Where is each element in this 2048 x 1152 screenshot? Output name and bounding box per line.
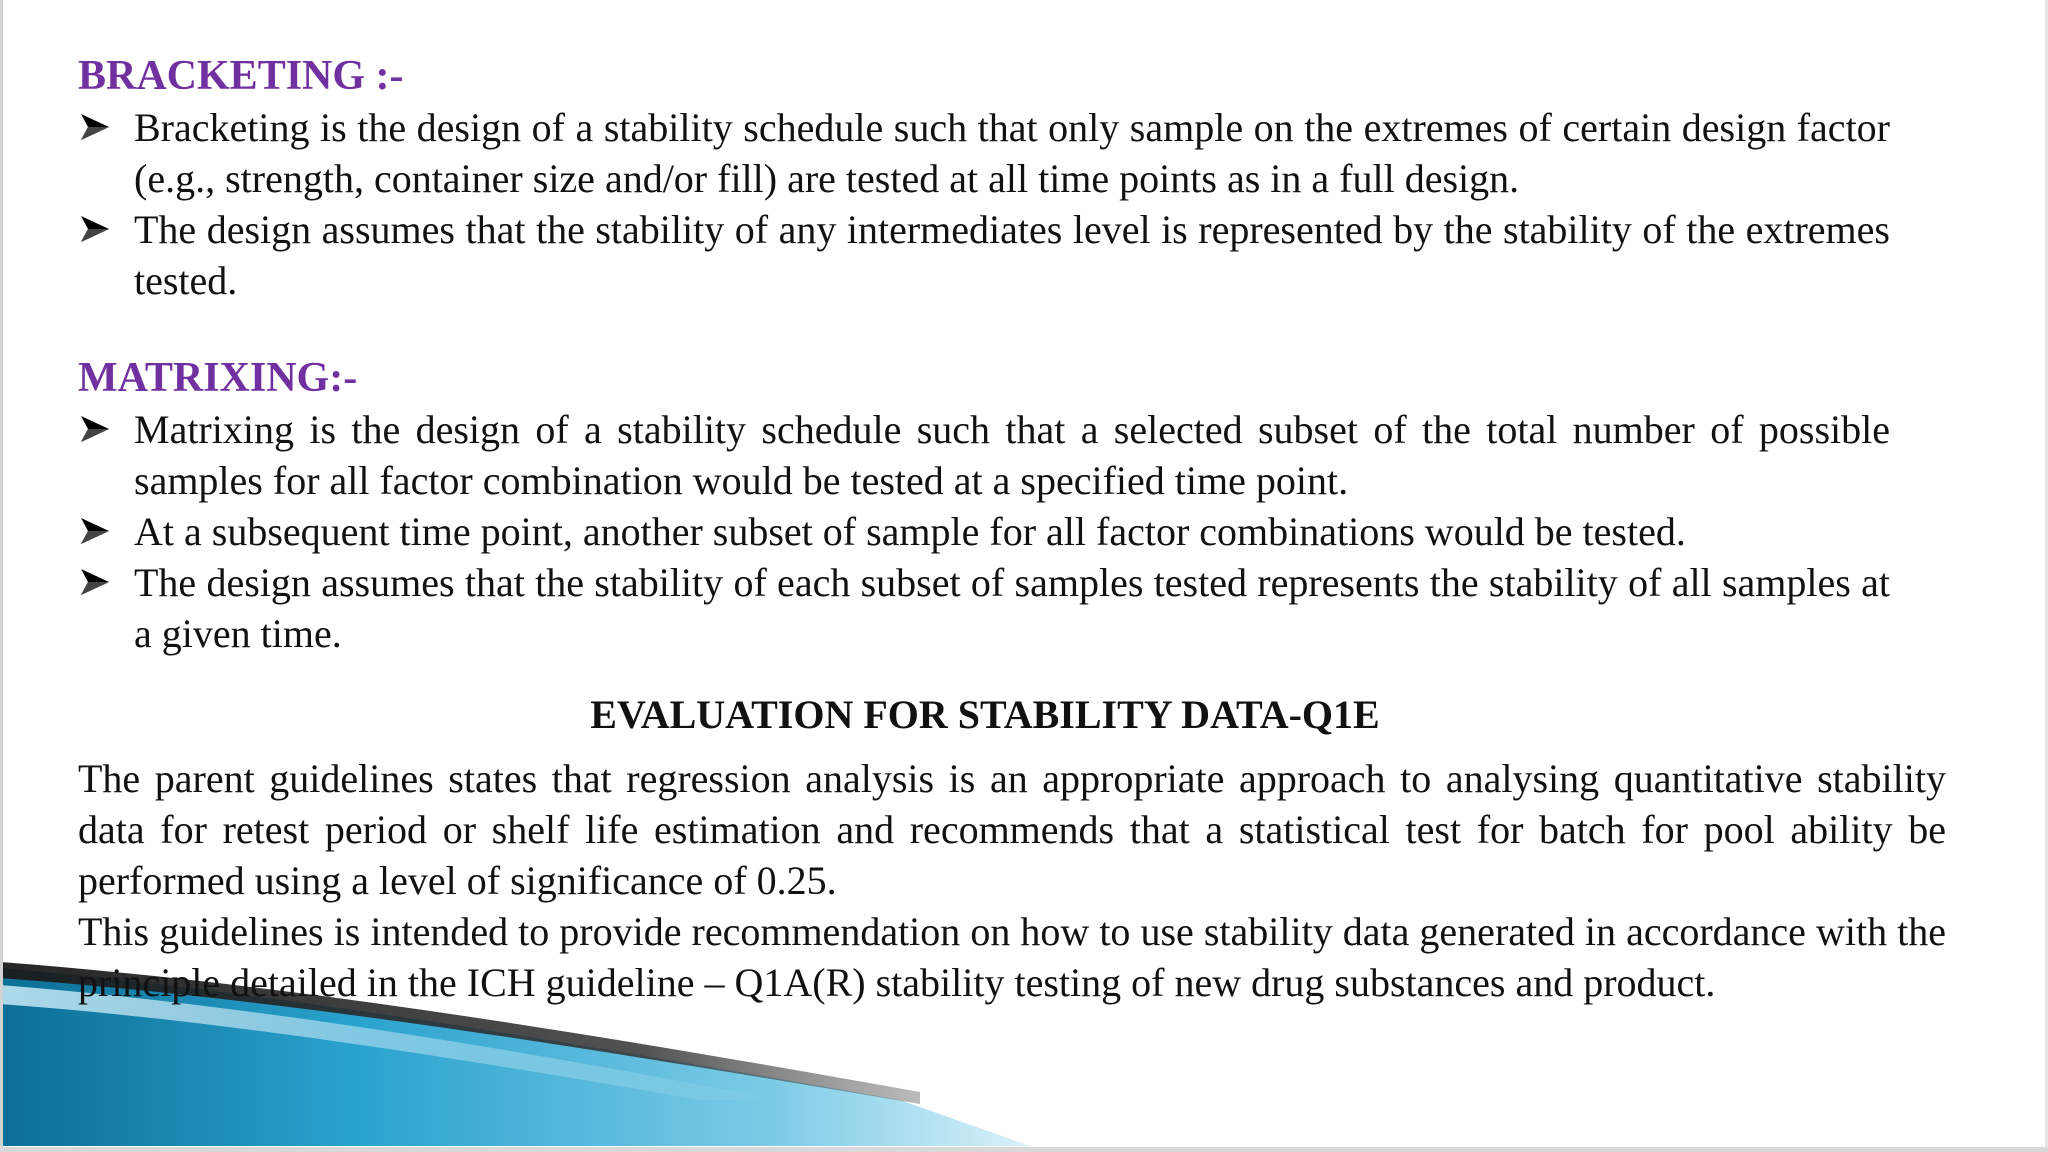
bracketing-bullet-1 xyxy=(78,102,1890,204)
bracketing-heading: BRACKETING :- xyxy=(78,53,404,99)
matrixing-bullet-2 xyxy=(78,506,1890,557)
arrowhead-bullet-icon xyxy=(78,212,112,246)
slide-content xyxy=(78,50,1946,1008)
section-gap xyxy=(78,306,1946,352)
matrixing-bullet-text: At a subsequent time point, another subset of sample for all factor combinations would be tested. xyxy=(134,509,1686,554)
arrowhead-bullet-icon xyxy=(78,565,112,599)
matrixing-bullet-1 xyxy=(78,404,1890,506)
bracketing-bullet-text: The design assumes that the stability of any intermediates level is represented by the stability of the extremes tested. xyxy=(134,207,1890,303)
arrowhead-bullet-icon xyxy=(78,514,112,548)
matrixing-bullet-text: The design assumes that the stability of each subset of samples tested represents the stability of all samples at a given time. xyxy=(134,560,1890,656)
bracketing-list xyxy=(78,102,1890,306)
frame-left-edge xyxy=(0,0,3,1152)
arrowhead-bullet-icon xyxy=(78,412,112,446)
bracketing-bullet-text: Bracketing is the design of a stability schedule such that only sample on the extremes of certain design factor (e.g., strength, container size and/or fill) are tested at all time points as in a full design. xyxy=(134,105,1890,201)
matrixing-heading: MATRIXING:- xyxy=(78,355,358,401)
matrixing-bullet-text: Matrixing is the design of a stability schedule such that a selected subset of the total number of possible samples for all factor combination would be tested at a specified time point. xyxy=(134,407,1890,503)
bracketing-bullet-2 xyxy=(78,204,1890,306)
evaluation-paragraph-1: The parent guidelines states that regression analysis is an appropriate approach to analysing quantitative stability data for retest period or shelf life estimation and recommends that a statistical test for batch for pool ability be performed using a level of significance of 0.25. xyxy=(78,756,1946,903)
matrixing-list xyxy=(78,404,1890,659)
evaluation-title: EVALUATION FOR STABILITY DATA-Q1E xyxy=(590,692,1380,737)
matrixing-bullet-3 xyxy=(78,557,1890,659)
frame-bottom-edge xyxy=(0,1147,2048,1152)
evaluation-paragraph-2: This guidelines is intended to provide recommendation on how to use stability data generated in accordance with the principle detailed in the ICH guideline – Q1A(R) stability testing of new drug substances and product. xyxy=(78,909,1946,1005)
arrowhead-bullet-icon xyxy=(78,110,112,144)
